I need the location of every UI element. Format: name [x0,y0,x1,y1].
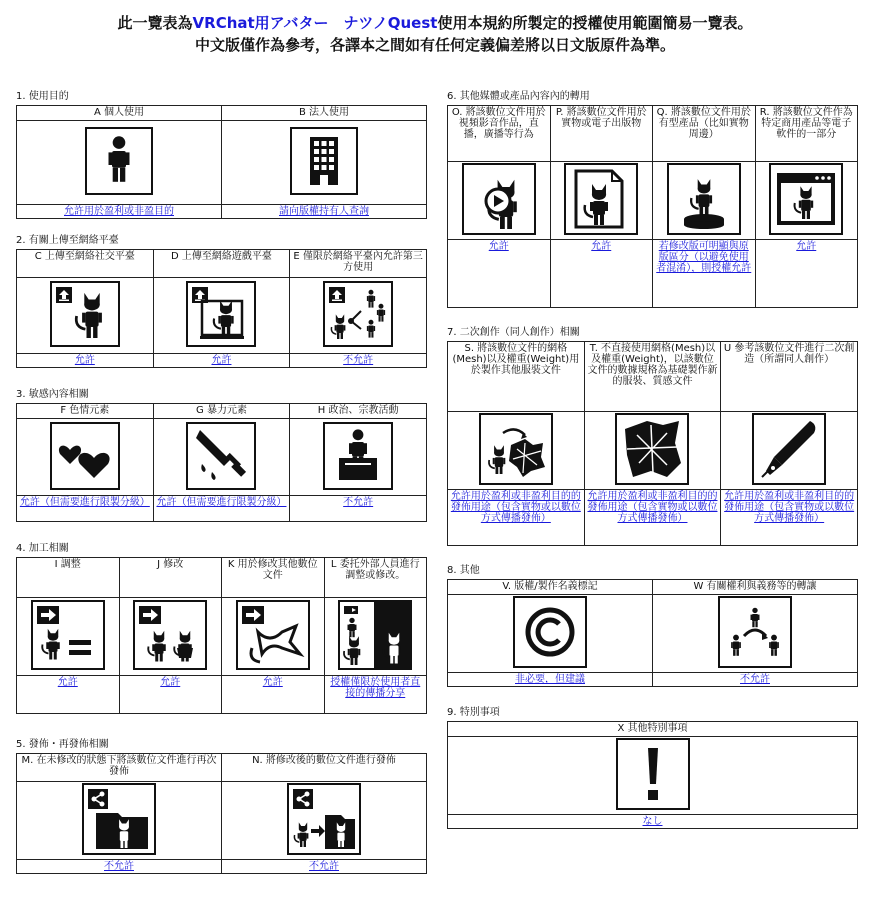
label-figure: Q. 將該數位文件用於有型產品（比如實物周邊） [653,106,756,162]
cell-icon-corporate [222,121,427,205]
figure-icon [667,163,741,235]
section-8-other [447,564,858,687]
cell-icon-modify [119,598,222,676]
value-clothing-mesh[interactable]: 允許用於盈利或非盈利目的的發佈用途（包含實物或以數位方式傳播發佈） [448,490,585,546]
value-redistribute[interactable]: 不允許 [17,860,222,874]
label-copyright: V. 版權/製作名義標記 [448,580,653,595]
section-5-table [16,753,427,874]
value-modify[interactable]: 允許 [119,676,222,714]
label-third-party: E 僅限於網絡平臺內允許第三方使用 [290,250,427,278]
label-publication: P. 將該數位文件用於實物或電子出版物 [550,106,653,162]
cell-icon-outsource [324,598,427,676]
cell-icon-third-party [290,278,427,354]
section-4-processing [16,542,427,714]
header-line-1 [0,12,870,34]
label-software: R. 將該數位文件作為特定商用產品等電子軟件的一部分 [755,106,858,162]
label-modify-other: K 用於修改其他數位文件 [222,558,325,598]
section-9-special [447,706,858,829]
distribute-modified-icon [287,783,361,855]
modify-other-icon [236,600,310,670]
section-6-other-media [447,90,858,308]
cell-icon-texture [584,412,721,490]
label-upload-social: C 上傳至網絡社交平臺 [17,250,154,278]
cell-icon-politics [290,419,427,496]
label-special: X 其他特別事項 [448,722,858,737]
cell-icon-fan-work [721,412,858,490]
section-title: 6. 其他媒體或產品內容內的轉用 [447,91,590,102]
clothing-mesh-icon [479,413,553,485]
value-publication[interactable]: 允許 [550,240,653,308]
section-4-table [16,557,427,714]
value-corporate-use[interactable]: 請向版權持有人查詢 [222,205,427,219]
value-sexual[interactable]: 允許（但需要進行限製分級） [17,496,154,522]
label-outsource: L 委托外部人員進行調整或修改。 [324,558,427,598]
value-transfer[interactable]: 不允許 [653,673,858,687]
cell-icon-transfer [653,595,858,673]
section-title: 7. 二次創作（同人創作）相關 [447,327,580,338]
label-corporate-use: B 法人使用 [222,106,427,121]
label-clothing-mesh: S. 將該數位文件的網格(Mesh)以及權重(Weight)用於製作其他服裝文件 [448,342,585,412]
texture-icon [615,413,689,485]
section-title: 2. 有關上傳至網絡平臺 [16,235,119,246]
cell-icon-redistribute [17,782,222,860]
label-distribute-modified: N. 將修改後的數位文件進行發佈 [222,754,427,782]
cell-icon-adjust [17,598,120,676]
value-fan-work[interactable]: 允許用於盈利或非盈利目的的發佈用途（包含實物或以數位方式傳播發佈） [721,490,858,546]
hearts-icon [50,422,120,490]
label-politics: H 政治、宗教活動 [290,404,427,419]
label-transfer: W 有關權利與義務等的轉讓 [653,580,858,595]
section-1-table [16,105,427,219]
podium-icon [323,422,393,490]
label-violence: G 暴力元素 [153,404,290,419]
upload-game-icon [186,281,256,347]
section-title: 4. 加工相關 [16,543,69,554]
cell-icon-software [755,162,858,240]
header-line-1-suffix: 使用本規約所製定的授權使用範圍簡易一覽表。 [437,14,753,32]
cell-icon-video [448,162,551,240]
value-upload-social[interactable]: 允許 [17,354,154,368]
section-3-table [16,403,427,522]
section-5-distribution [16,738,427,874]
value-violence[interactable]: 允許（但需要進行限製分級） [153,496,290,522]
section-8-table [447,579,858,687]
section-2-upload [16,234,427,368]
header-product-name: VRChat用アバター ナツノQuest [192,14,438,32]
label-modify: J 修改 [119,558,222,598]
value-software[interactable]: 允許 [755,240,858,308]
value-third-party[interactable]: 不允許 [290,354,427,368]
cell-icon-copyright [448,595,653,673]
label-adjust: I 調整 [17,558,120,598]
cell-icon-upload-social [17,278,154,354]
cell-icon-personal [17,121,222,205]
value-adjust[interactable]: 允許 [17,676,120,714]
publication-icon [564,163,638,235]
value-distribute-modified[interactable]: 不允許 [222,860,427,874]
label-video: O. 將該數位文件用於視頻影音作品，直播，廣播等行為 [448,106,551,162]
section-title: 8. 其他 [447,565,480,576]
modify-icon [133,600,207,670]
section-title: 5. 發佈・再發佈相關 [16,739,109,750]
value-figure[interactable]: 若修改版可明顯與原版區分（以避免使用者混淆），則授權允許 [653,240,756,308]
value-texture[interactable]: 允許用於盈利或非盈利目的的發佈用途（包含實物或以數位方式傳播發佈） [584,490,721,546]
value-politics[interactable]: 不允許 [290,496,427,522]
section-title: 9. 特別事項 [447,707,500,718]
section-title: 3. 敏感內容相關 [16,389,89,400]
section-7-table [447,341,858,546]
cell-icon-upload-game [153,278,290,354]
value-video[interactable]: 允許 [448,240,551,308]
cell-icon-figure [653,162,756,240]
transfer-icon [718,596,792,668]
value-copyright[interactable]: 非必要，但建議 [448,673,653,687]
value-modify-other[interactable]: 允許 [222,676,325,714]
outsource-icon [338,600,412,670]
header-line-2: 中文版僅作為參考，各譯本之間如有任何定義偏差將以日文版原件為準。 [194,36,675,54]
section-1-usage-purpose [16,90,427,219]
label-redistribute: M. 在未修改的狀態下將該數位文件進行再次發佈 [17,754,222,782]
adjust-icon [31,600,105,670]
upload-social-icon [50,281,120,347]
cell-icon-clothing-mesh [448,412,585,490]
value-outsource[interactable]: 授權僅限於使用者直接的傳播分享 [324,676,427,714]
cell-icon-distribute-modified [222,782,427,860]
value-special[interactable]: なし [448,815,858,829]
cell-icon-publication [550,162,653,240]
section-7-derivative [447,326,858,546]
pen-icon [752,413,826,485]
header-line-1-prefix: 此一覽表為 [117,14,193,32]
exclamation-icon [616,738,690,810]
redistribute-icon [82,783,156,855]
label-texture: T. 不直接使用網格(Mesh)以及權重(Weight)，以該數位文件的數據規格為基礎製作新的服裝、質感文件 [584,342,721,412]
label-sexual: F 色情元素 [17,404,154,419]
video-icon [462,163,536,235]
section-9-table [447,721,858,829]
share-third-party-icon [323,281,393,347]
software-icon [769,163,843,235]
section-title: 1. 使用目的 [16,91,69,102]
cell-icon-violence [153,419,290,496]
value-personal-use[interactable]: 允許用於盈利或非盈目的 [17,205,222,219]
label-personal-use: A 個人使用 [17,106,222,121]
person-icon [85,127,153,195]
cell-icon-sexual [17,419,154,496]
copyright-icon [513,596,587,668]
value-upload-game[interactable]: 允許 [153,354,290,368]
building-icon [290,127,358,195]
cell-icon-modify-other [222,598,325,676]
section-2-table [16,249,427,368]
document-header [0,12,870,56]
label-upload-game: D 上傳至網絡遊戲平臺 [153,250,290,278]
section-3-sensitive [16,388,427,522]
section-6-table [447,105,858,308]
label-fan-work: U 參考該數位文件進行二次創造（所謂同人創作） [721,342,858,412]
cell-icon-special [448,737,858,815]
knife-icon [186,422,256,490]
